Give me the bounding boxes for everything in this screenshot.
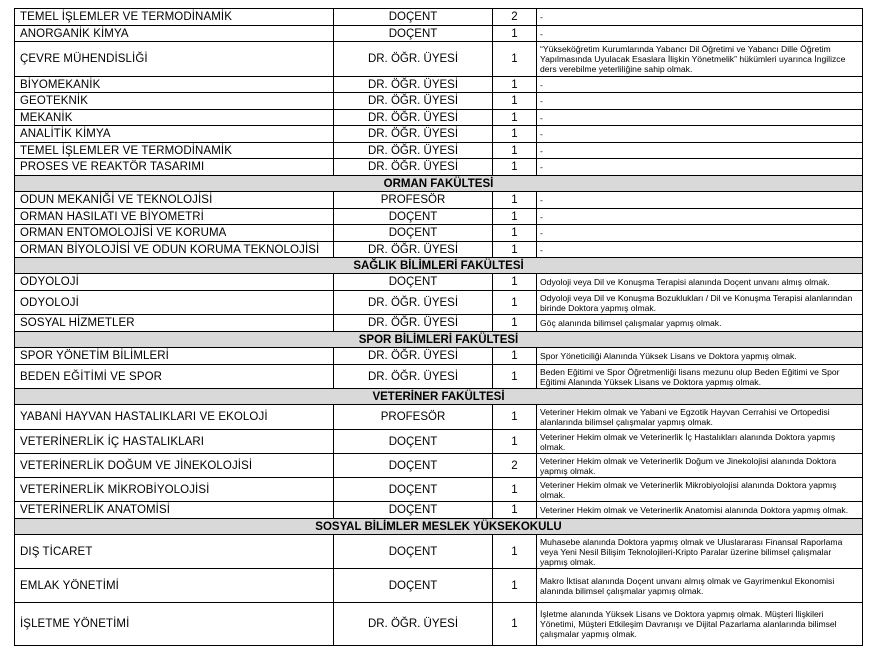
position-count-cell: 1 [493,502,537,519]
academic-title-cell: DR. ÖĞR. ÜYESİ [334,110,493,126]
department-cell: ODUN MEKANİĞİ VE TEKNOLOJİSİ [15,192,334,209]
department-cell: VETERİNERLİK DOĞUM VE JİNEKOLOJİSİ [15,454,334,478]
academic-title-cell: PROFESÖR [334,192,493,209]
requirements-cell: - [537,242,863,258]
staff-position-document [14,8,863,646]
requirements-cell: Odyoloji veya Dil ve Konuşma Bozuklukları / Dil ve Konuşma Terapisi alanlarından birinde Doktora yapmış olmak. [537,291,863,315]
academic-title-cell: DOÇENT [334,430,493,454]
table-row [15,348,863,365]
table-row [15,42,863,77]
academic-title-cell: DR. ÖĞR. ÜYESİ [334,143,493,159]
requirements-cell: - [537,93,863,110]
academic-title-cell: PROFESÖR [334,405,493,430]
requirements-cell: - [537,159,863,176]
department-cell: ORMAN HASILATI VE BİYOMETRİ [15,209,334,225]
academic-title-cell: DR. ÖĞR. ÜYESİ [334,291,493,315]
department-cell: VETERİNERLİK İÇ HASTALIKLARI [15,430,334,454]
department-cell: ORMAN ENTOMOLOJİSİ VE KORUMA [15,225,334,242]
requirements-cell: Veteriner Hekim olmak ve Veterinerlik İç Hastalıkları alanında Doktora yapmış olmak. [537,430,863,454]
department-cell: YABANİ HAYVAN HASTALIKLARI VE EKOLOJİ [15,405,334,430]
requirements-cell: Veteriner Hekim olmak ve Veterinerlik Anatomisi alanında Doktora yapmış olmak. [537,502,863,519]
position-count-cell: 1 [493,603,537,646]
academic-title-cell: DOÇENT [334,502,493,519]
academic-title-cell: DR. ÖĞR. ÜYESİ [334,603,493,646]
department-cell: PROSES VE REAKTÖR TASARIMI [15,159,334,176]
position-count-cell: 1 [493,143,537,159]
department-cell: ODYOLOJİ [15,291,334,315]
department-cell: VETERİNERLİK ANATOMİSİ [15,502,334,519]
position-count-cell: 1 [493,315,537,332]
position-count-cell: 1 [493,42,537,77]
academic-title-cell: DR. ÖĞR. ÜYESİ [334,42,493,77]
requirements-cell: Veteriner Hekim olmak ve Veterinerlik Mikrobiyolojisi alanında Doktora yapmış olmak. [537,478,863,502]
academic-title-cell: DR. ÖĞR. ÜYESİ [334,365,493,389]
table-row [15,274,863,291]
table-row [15,535,863,569]
requirements-cell: - [537,110,863,126]
academic-title-cell: DOÇENT [334,569,493,603]
section-header-row [15,332,863,348]
requirements-cell: - [537,192,863,209]
position-count-cell: 1 [493,430,537,454]
department-cell: DIŞ TİCARET [15,535,334,569]
requirements-cell: - [537,26,863,42]
table-row [15,26,863,42]
table-row [15,159,863,176]
requirements-cell: - [537,126,863,143]
academic-title-cell: DOÇENT [334,478,493,502]
department-cell: ÇEVRE MÜHENDİSLİĞİ [15,42,334,77]
position-count-cell: 1 [493,478,537,502]
position-count-cell: 1 [493,569,537,603]
department-cell: GEOTEKNİK [15,93,334,110]
positions-table-body [15,9,863,646]
section-header-row [15,389,863,405]
requirements-cell: - [537,225,863,242]
section-header: ORMAN FAKÜLTESİ [15,176,863,192]
academic-title-cell: DR. ÖĞR. ÜYESİ [334,315,493,332]
academic-title-cell: DR. ÖĞR. ÜYESİ [334,126,493,143]
department-cell: ANORGANİK KİMYA [15,26,334,42]
position-count-cell: 1 [493,192,537,209]
requirements-cell: - [537,9,863,26]
position-count-cell: 1 [493,26,537,42]
table-row [15,454,863,478]
department-cell: SOSYAL HİZMETLER [15,315,334,332]
requirements-cell: Veteriner Hekim olmak ve Veterinerlik Doğum ve Jinekolojisi alanında Doktora yapmış olmak. [537,454,863,478]
position-count-cell: 1 [493,405,537,430]
table-row [15,405,863,430]
department-cell: ORMAN BİYOLOJİSİ VE ODUN KORUMA TEKNOLOJİSİ [15,242,334,258]
position-count-cell: 2 [493,9,537,26]
table-row [15,9,863,26]
table-row [15,143,863,159]
academic-title-cell: DOÇENT [334,209,493,225]
table-row [15,242,863,258]
table-row [15,603,863,646]
academic-title-cell: DR. ÖĞR. ÜYESİ [334,77,493,93]
position-count-cell: 1 [493,242,537,258]
table-row [15,315,863,332]
academic-title-cell: DOÇENT [334,26,493,42]
positions-table [14,8,863,646]
section-header: SOSYAL BİLİMLER MESLEK YÜKSEKOKULU [15,519,863,535]
position-count-cell: 1 [493,225,537,242]
department-cell: MEKANİK [15,110,334,126]
requirements-cell: - [537,143,863,159]
department-cell: BİYOMEKANİK [15,77,334,93]
section-header-row [15,258,863,274]
table-row [15,77,863,93]
requirements-cell: Makro İktisat alanında Doçent unvanı almış olmak ve Gayrimenkul Ekonomisi alanında bilimsel çalışmalar yapmış olmak. [537,569,863,603]
position-count-cell: 1 [493,535,537,569]
table-row [15,93,863,110]
position-count-cell: 2 [493,454,537,478]
department-cell: EMLAK YÖNETİMİ [15,569,334,603]
requirements-cell: “Yükseköğretim Kurumlarında Yabancı Dil Öğretimi ve Yabancı Dille Öğretim Yapılmasında Uyulacak Esaslara İlişkin Yönetmelik” hükümleri uyarınca İngilizce ders verebilme yeterliliğine sahip olmak. [537,42,863,77]
table-row [15,365,863,389]
table-row [15,502,863,519]
table-row [15,192,863,209]
requirements-cell: İşletme alanında Yüksek Lisans ve Doktora yapmış olmak. Müşteri İlişkileri Yönetimi, Müşteri Etkileşim Davranışı ve Dijital Pazarlama alanlarında bilimsel çalışmalar yapmış olmak. [537,603,863,646]
requirements-cell: Odyoloji veya Dil ve Konuşma Terapisi alanında Doçent unvanı almış olmak. [537,274,863,291]
position-count-cell: 1 [493,126,537,143]
position-count-cell: 1 [493,93,537,110]
section-header-row [15,176,863,192]
table-row [15,569,863,603]
position-count-cell: 1 [493,209,537,225]
department-cell: VETERİNERLİK MİKROBİYOLOJİSİ [15,478,334,502]
department-cell: İŞLETME YÖNETİMİ [15,603,334,646]
section-header-row [15,519,863,535]
academic-title-cell: DOÇENT [334,454,493,478]
table-row [15,126,863,143]
academic-title-cell: DOÇENT [334,274,493,291]
position-count-cell: 1 [493,110,537,126]
department-cell: ANALİTİK KİMYA [15,126,334,143]
requirements-cell: Göç alanında bilimsel çalışmalar yapmış olmak. [537,315,863,332]
requirements-cell: Veteriner Hekim olmak ve Yabani ve Egzotik Hayvan Cerrahisi ve Ortopedisi alanlarında bilimsel çalışmalar yapmış olmak. [537,405,863,430]
table-row [15,209,863,225]
academic-title-cell: DOÇENT [334,9,493,26]
table-row [15,430,863,454]
requirements-cell: - [537,77,863,93]
section-header: VETERİNER FAKÜLTESİ [15,389,863,405]
position-count-cell: 1 [493,274,537,291]
table-row [15,291,863,315]
requirements-cell: - [537,209,863,225]
department-cell: TEMEL İŞLEMLER VE TERMODİNAMİK [15,143,334,159]
academic-title-cell: DR. ÖĞR. ÜYESİ [334,93,493,110]
position-count-cell: 1 [493,77,537,93]
requirements-cell: Spor Yöneticiliği Alanında Yüksek Lisans ve Doktora yapmış olmak. [537,348,863,365]
requirements-cell: Muhasebe alanında Doktora yapmış olmak ve Uluslararası Finansal Raporlama veya Yeni Nesil Bilişim Teknolojileri-Kripto Paralar üzerine bilimsel çalışmalar yapmış olmak. [537,535,863,569]
position-count-cell: 1 [493,291,537,315]
academic-title-cell: DOÇENT [334,225,493,242]
table-row [15,478,863,502]
table-row [15,110,863,126]
position-count-cell: 1 [493,159,537,176]
table-row [15,225,863,242]
section-header: SPOR BİLİMLERİ FAKÜLTESİ [15,332,863,348]
department-cell: TEMEL İŞLEMLER VE TERMODİNAMİK [15,9,334,26]
requirements-cell: Beden Eğitimi ve Spor Öğretmenliği lisans mezunu olup Beden Eğitimi ve Spor Eğitimi Alanında Yüksek Lisans ve Doktora yapmış olmak. [537,365,863,389]
academic-title-cell: DR. ÖĞR. ÜYESİ [334,348,493,365]
position-count-cell: 1 [493,348,537,365]
department-cell: BEDEN EĞİTİMİ VE SPOR [15,365,334,389]
academic-title-cell: DR. ÖĞR. ÜYESİ [334,242,493,258]
section-header: SAĞLIK BİLİMLERİ FAKÜLTESİ [15,258,863,274]
academic-title-cell: DOÇENT [334,535,493,569]
position-count-cell: 1 [493,365,537,389]
department-cell: SPOR YÖNETİM BİLİMLERİ [15,348,334,365]
department-cell: ODYOLOJİ [15,274,334,291]
academic-title-cell: DR. ÖĞR. ÜYESİ [334,159,493,176]
